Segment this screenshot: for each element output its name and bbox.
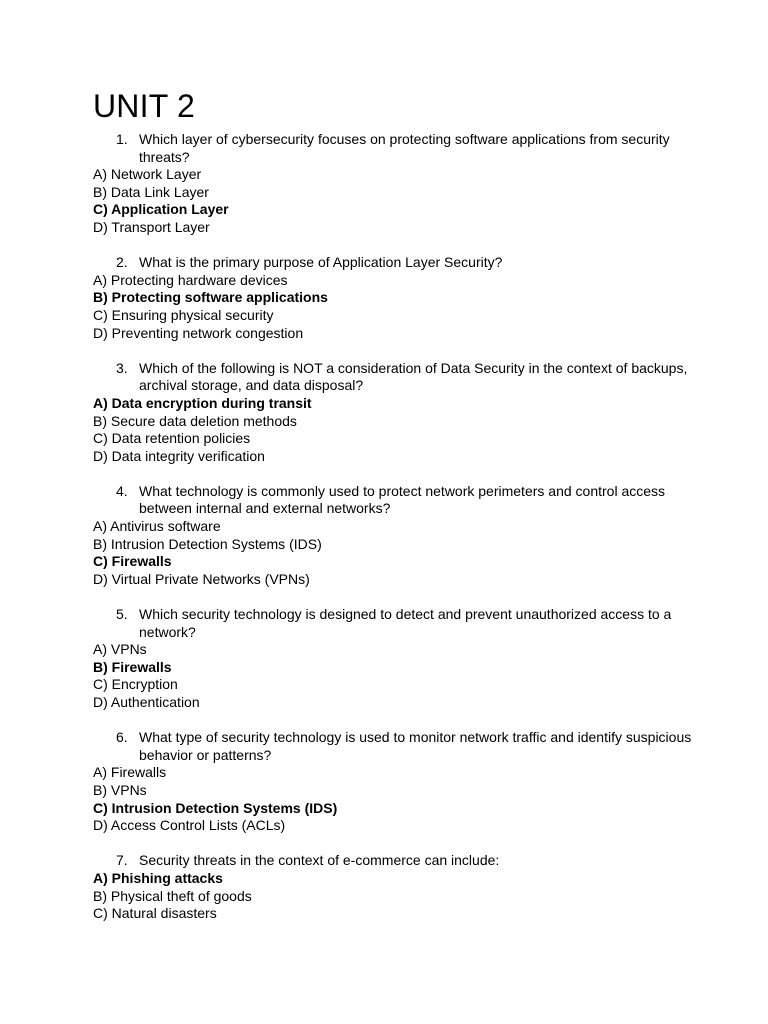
question-text-line	[93, 606, 693, 641]
option: A) Network Layer	[93, 166, 202, 183]
option: A) Antivirus software	[93, 518, 221, 535]
question-number: 2.	[116, 254, 128, 271]
question-6	[93, 729, 693, 835]
question-7	[93, 852, 693, 922]
question-number: 5.	[116, 606, 128, 623]
question-number: 4.	[116, 482, 128, 499]
option: C) Data retention policies	[93, 430, 251, 447]
option: B) VPNs	[93, 781, 147, 798]
question-5	[93, 606, 693, 712]
question-text: Security threats in the context of e-commerce can include:	[139, 852, 500, 869]
option: D) Access Control Lists (ACLs)	[93, 817, 286, 834]
question-text-line	[93, 360, 693, 395]
question-list	[93, 131, 693, 940]
question-text-line	[93, 852, 693, 870]
option: B) Physical theft of goods	[93, 887, 252, 904]
option: C) Natural disasters	[93, 905, 217, 922]
question-number: 3.	[116, 359, 128, 376]
question-text-line	[93, 254, 693, 272]
question-text: Which security technology is designed to detect and prevent unauthorized access to a network?	[139, 606, 672, 640]
option: D) Preventing network congestion	[93, 324, 304, 341]
page-title: UNIT 2	[93, 88, 195, 124]
correct-option: C) Application Layer	[93, 201, 229, 218]
correct-option: A) Phishing attacks	[93, 869, 223, 886]
correct-option: C) Firewalls	[93, 553, 172, 570]
option: A) Protecting hardware devices	[93, 271, 288, 288]
question-number: 1.	[116, 131, 128, 147]
option: B) Secure data deletion methods	[93, 412, 297, 429]
option: D) Transport Layer	[93, 218, 210, 235]
question-2	[93, 254, 693, 342]
option: C) Ensuring physical security	[93, 306, 274, 323]
option: D) Virtual Private Networks (VPNs)	[93, 570, 310, 587]
question-text: Which of the following is NOT a consideration of Data Security in the context of backups, archival storage, and data disposal?	[139, 359, 688, 394]
option: C) Encryption	[93, 676, 178, 693]
option: B) Intrusion Detection Systems (IDS)	[93, 535, 322, 552]
question-4	[93, 483, 693, 589]
option: D) Authentication	[93, 694, 200, 710]
correct-option: A) Data encryption during transit	[93, 394, 312, 411]
correct-option: B) Protecting software applications	[93, 289, 328, 306]
question-text: What type of security technology is used to monitor network traffic and identify suspicious behavior or patterns?	[139, 729, 692, 763]
question-text-line	[93, 131, 693, 166]
option: A) VPNs	[93, 641, 147, 658]
question-number: 6.	[116, 729, 128, 746]
question-number: 7.	[116, 852, 128, 869]
question-3	[93, 360, 693, 466]
question-text-line	[93, 729, 693, 764]
correct-option: C) Intrusion Detection Systems (IDS)	[93, 799, 338, 816]
question-1	[93, 131, 693, 237]
question-text: What technology is commonly used to protect network perimeters and control access between internal and external networks?	[139, 482, 666, 517]
question-text-line	[93, 483, 693, 518]
option: A) Firewalls	[93, 764, 167, 781]
correct-option: B) Firewalls	[93, 658, 172, 675]
option: B) Data Link Layer	[93, 183, 209, 200]
option: D) Data integrity verification	[93, 447, 265, 464]
question-text: Which layer of cybersecurity focuses on protecting software applications from security threats?	[139, 131, 670, 165]
question-text: What is the primary purpose of Application Layer Security?	[139, 254, 503, 271]
